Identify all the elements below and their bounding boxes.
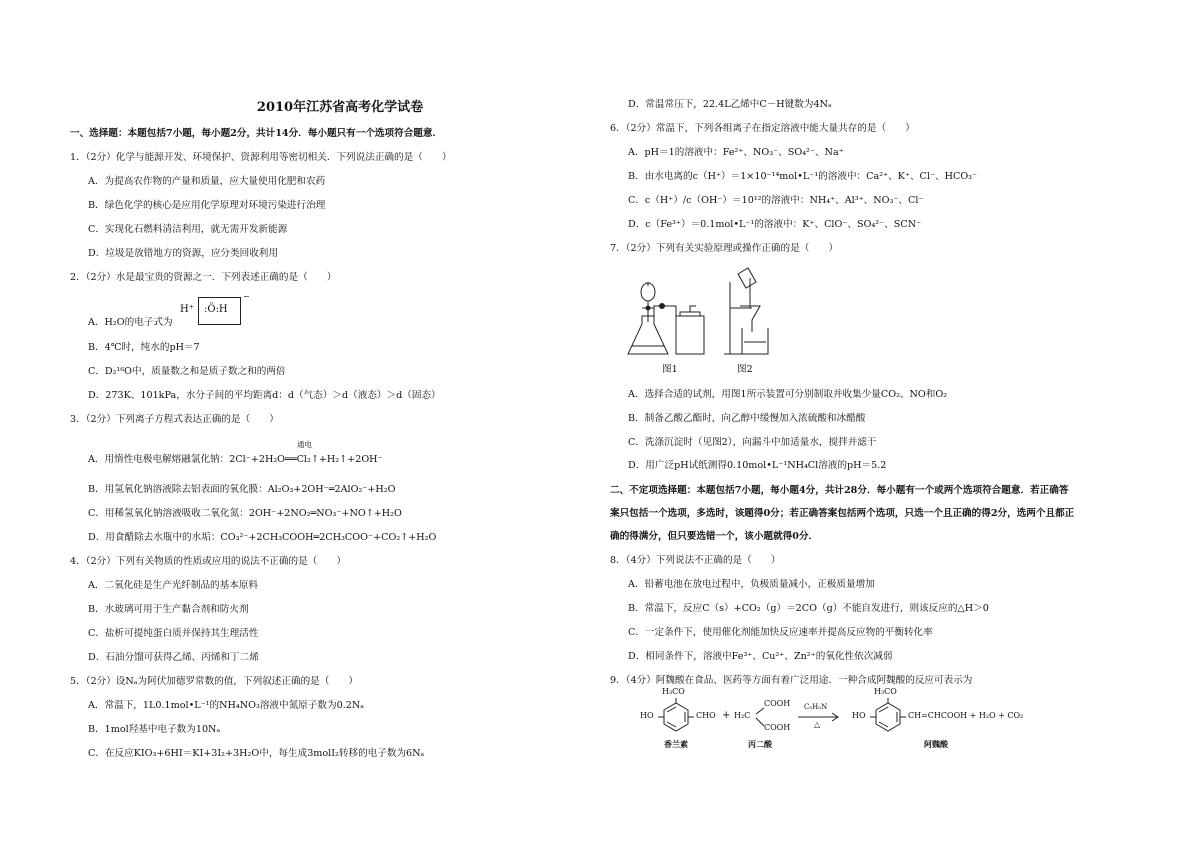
r2-ch2: H₂C (734, 711, 751, 720)
heat-symbol: △ (814, 720, 821, 729)
r2-carboxyl-bottom: COOH (764, 723, 791, 732)
q9-stem: 9．（4分）阿魏酸在食品、医药等方面有着广泛用途．一种合成阿魏酸的反应可表示为 (610, 675, 973, 686)
q2-option-b: B．4℃时，纯水的pH＝7 (88, 342, 200, 353)
ef-hydrogen-ion: H⁺ (180, 304, 194, 315)
p-chain: CH=CHCOOH + H₂O + CO₂ (908, 711, 1024, 720)
r2-carboxyl-top: COOH (764, 699, 791, 708)
q4-option-b: B．水玻璃可用于生产黏合剂和防火剂 (88, 604, 249, 615)
q2-option-a: A．H₂O的电子式为 (88, 317, 173, 328)
q5-option-b: B．1mol羟基中电子数为10Nₐ (88, 724, 221, 735)
r1-hydroxyl: HO (640, 711, 654, 720)
q6-option-b: B．由水电离的c（H⁺）＝1×10⁻¹⁴mol•L⁻¹的溶液中：Ca²⁺、K⁺、Cl⁻、HCO₃⁻ (628, 171, 978, 182)
q7-option-c: C．洗涤沉淀时（见图2），向漏斗中加适量水，搅拌并滤干 (628, 437, 877, 448)
section2-line1: 二、不定项选择题：本题包括7小题，每小题4分，共计28分．每小题有一个或两个选项符合题意．若正确答 (610, 485, 1069, 496)
q5-option-c: C．在反应KIO₃+6HI＝KI+3I₂+3H₂O中，每生成3molI₂转移的电子数为6Nₐ (88, 748, 425, 759)
catalyst-label: C₅H₅N (804, 703, 828, 711)
q1-stem: 1．（2分）化学与能源开发、环境保护、资源利用等密切相关．下列说法正确的是（ ） (70, 152, 452, 163)
name-ferulic-acid: 阿魏酸 (924, 739, 948, 749)
section2-line2: 案只包括一个选项，多选时，该题得0分；若正确答案包括两个选项，只选一个且正确的得2分，选两个且都正 (610, 508, 1075, 519)
q2-stem: 2．（2分）水是最宝贵的资源之一．下列表述正确的是（ ） (70, 272, 337, 283)
q2-option-c: C．D₂¹⁶O中，质量数之和是质子数之和的两倍 (88, 366, 286, 377)
q8-stem: 8．（4分）下列说法不正确的是（ ） (610, 555, 781, 566)
q8-option-b: B．常温下，反应C（s）+CO₂（g）＝2CO（g）不能自发进行，则该反应的△H＞0 (628, 603, 989, 614)
q4-option-a: A．二氧化硅是生产光纤制品的基本原料 (88, 580, 259, 591)
q5-option-a: A．常温下，1L0.1mol•L⁻¹的NH₄NO₃溶液中氮原子数为0.2Nₐ (88, 700, 364, 711)
section1-heading: 一、选择题：本题包括7小题，每小题2分，共计14分．每小题只有一个选项符合题意． (70, 128, 443, 139)
figure-2-filtration (722, 262, 782, 362)
q1-option-b: B．绿色化学的核心是应用化学原理对环境污染进行治理 (88, 200, 326, 211)
q8-option-d: D．相同条件下，溶液中Fe³⁺、Cu²⁺、Zn²⁺的氧化性依次减弱 (628, 651, 893, 662)
page-title: 2010年江苏省高考化学试卷 (256, 100, 424, 115)
p-hydroxyl: HO (852, 711, 866, 720)
q3-option-b: B．用氢氧化钠溶液除去铝表面的氧化膜：Al₂O₃+2OH⁻═2AlO₂⁻+H₂O (88, 484, 396, 495)
q8-option-c: C．一定条件下，使用催化剂能加快反应速率并提高反应物的平衡转化率 (628, 627, 933, 638)
r1-aldehyde: CHO (696, 711, 716, 720)
q7-option-a: A．选择合适的试剂，用图1所示装置可分别制取并收集少量CO₂、NO和O₂ (628, 389, 948, 400)
q5-option-d: D．常温常压下，22.4L乙烯中C－H键数为4Nₐ (628, 99, 832, 110)
name-vanillin: 香兰素 (664, 739, 688, 749)
q6-stem: 6．（2分）常温下，下列各组离子在指定溶液中能大量共存的是（ ） (610, 123, 915, 134)
section2-line3: 确的得满分，但只要选错一个，该小题就得0分． (610, 531, 819, 542)
r1-methoxy: H₃CO (662, 687, 685, 696)
q2-option-d: D．273K、101kPa，水分子间的平均距离d：d（气态）＞d（液态）＞d（固态） (88, 390, 441, 401)
q4-option-c: C．盐析可提纯蛋白质并保持其生理活性 (88, 628, 259, 639)
q7-option-d: D．用广泛pH试纸测得0.10mol•L⁻¹NH₄Cl溶液的pH＝5.2 (628, 460, 887, 471)
q6-option-d: D．c（Fe³⁺）＝0.1mol•L⁻¹的溶液中：K⁺、ClO⁻、SO₄²⁻、SCN⁻ (628, 219, 922, 230)
q7-stem: 7．（2分）下列有关实验原理或操作正确的是（ ） (610, 243, 839, 254)
q1-option-d: D．垃圾是放错地方的资源，应分类回收利用 (88, 248, 278, 259)
q7-option-b: B．制备乙酸乙酯时，向乙醇中缓慢加入浓硫酸和冰醋酸 (628, 413, 866, 424)
plus-sign: + (722, 710, 731, 721)
q3-stem: 3．（2分）下列离子方程式表达正确的是（ ） (70, 414, 279, 425)
ef-oxygen: :Ö:H (204, 304, 228, 315)
figure-1-caption: 图1 (662, 364, 678, 375)
ef-bracket-right (234, 297, 241, 325)
q4-stem: 4．（2分）下列有关物质的性质或应用的说法不正确的是（ ） (70, 556, 347, 567)
ef-charge: − (243, 292, 250, 301)
q8-option-a: A．铅蓄电池在放电过程中，负极质量减小，正极质量增加 (628, 579, 875, 590)
q3-condition-label: 通电 (297, 440, 312, 449)
name-malonic-acid: 丙二酸 (748, 739, 772, 749)
q3-option-a: A．用惰性电极电解熔融氯化钠：2Cl⁻+2H₂O══Cl₂↑+H₂↑+2OH⁻ (88, 454, 383, 465)
q3-option-d: D．用食醋除去水瓶中的水垢：CO₃²⁻+2CH₃COOH═2CH₃COO⁻+CO₂↑+H₂O (88, 532, 437, 543)
q4-option-d: D．石油分馏可获得乙烯、丙烯和丁二烯 (88, 652, 259, 663)
p-methoxy: H₃CO (874, 687, 897, 696)
reaction-scheme (624, 688, 1064, 754)
q1-option-a: A．为提高农作物的产量和质量，应大量使用化肥和农药 (88, 176, 326, 187)
figure-1-apparatus (624, 262, 720, 362)
q6-option-c: C．c（H⁺）/c（OH⁻）＝10¹²的溶液中：NH₄⁺、Al³⁺、NO₃⁻、Cl⁻ (628, 195, 924, 206)
q1-option-c: C．实现化石燃料清洁利用，就无需开发新能源 (88, 224, 288, 235)
figure-2-caption: 图2 (737, 364, 753, 375)
q3-option-c: C．用稀氢氧化钠溶液吸收二氧化氮：2OH⁻+2NO₂═NO₃⁻+NO↑+H₂O (88, 508, 402, 519)
q5-stem: 5．（2分）设Nₐ为阿伏加德罗常数的值，下列叙述正确的是（ ） (70, 676, 359, 687)
q6-option-a: A．pH＝1的溶液中：Fe²⁺、NO₃⁻、SO₄²⁻、Na⁺ (628, 147, 844, 158)
